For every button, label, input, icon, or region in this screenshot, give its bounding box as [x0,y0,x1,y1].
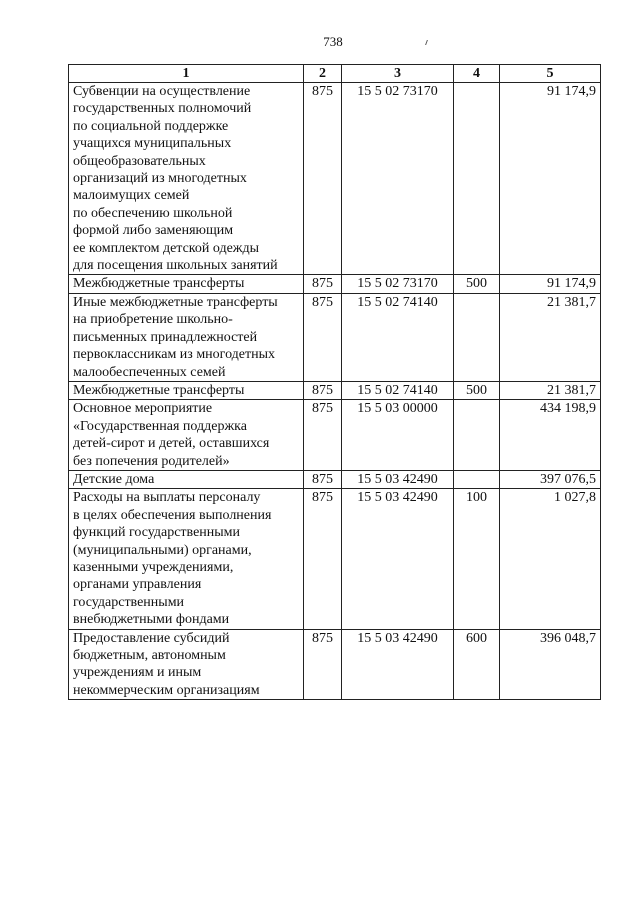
name-cell: Межбюджетные трансферты [69,381,304,399]
name-cell: Межбюджетные трансферты [69,275,304,293]
amount-cell: 91 174,9 [500,275,601,293]
amount-cell: 21 381,7 [500,381,601,399]
target-article-cell: 15 5 03 42490 [342,489,454,629]
target-article-cell: 15 5 03 00000 [342,400,454,471]
column-header-1: 1 [69,65,304,83]
budget-table [68,64,601,700]
expense-type-cell [454,470,500,488]
table-row [69,470,601,488]
name-cell: Предоставление субсидий бюджетным, автономным учреждениям и иным некоммерческим организациям [69,629,304,700]
target-article-cell: 15 5 02 73170 [342,275,454,293]
name-cell: Субвенции на осуществление государственных полномочий по социальной поддержке учащихся муниципальных общеобразовательных организаций из многодетных малоимущих семей по обеспечению школьной формой либо заменяющим ее комплектом детской одежды для посещения школьных занятий [69,83,304,275]
target-article-cell: 15 5 03 42490 [342,470,454,488]
page-number: 738 [323,34,343,49]
header-row [69,65,601,83]
table-row [69,489,601,629]
expense-type-cell [454,400,500,471]
table-row [69,629,601,700]
expense-type-cell: 500 [454,381,500,399]
code-cell: 875 [304,629,342,700]
column-header-2: 2 [304,65,342,83]
expense-type-cell: 500 [454,275,500,293]
expense-type-cell [454,293,500,381]
expense-type-cell: 600 [454,629,500,700]
name-cell: Основное мероприятие «Государственная поддержка детей-сирот и детей, оставшихся без попечения родителей» [69,400,304,471]
name-cell: Расходы на выплаты персоналу в целях обеспечения выполнения функций государственными (муниципальными) органами, казенными учреждениями, органами управления государственными внебюджетными фондами [69,489,304,629]
amount-cell: 434 198,9 [500,400,601,471]
column-header-3: 3 [342,65,454,83]
amount-cell: 396 048,7 [500,629,601,700]
code-cell: 875 [304,400,342,471]
column-header-4: 4 [454,65,500,83]
table-row [69,400,601,471]
table-row [69,381,601,399]
target-article-cell: 15 5 03 42490 [342,629,454,700]
code-cell: 875 [304,381,342,399]
target-article-cell: 15 5 02 74140 [342,381,454,399]
target-article-cell: 15 5 02 73170 [342,83,454,275]
amount-cell: 21 381,7 [500,293,601,381]
name-cell: Иные межбюджетные трансферты на приобретение школьно- письменных принадлежностей первоклассникам из многодетных малообеспеченных семей [69,293,304,381]
table-row [69,293,601,381]
code-cell: 875 [304,489,342,629]
target-article-cell: 15 5 02 74140 [342,293,454,381]
amount-cell: 1 027,8 [500,489,601,629]
code-cell: 875 [304,293,342,381]
amount-cell: 91 174,9 [500,83,601,275]
table-row [69,275,601,293]
expense-type-cell: 100 [454,489,500,629]
code-cell: 875 [304,470,342,488]
column-header-5: 5 [500,65,601,83]
expense-type-cell [454,83,500,275]
code-cell: 875 [304,275,342,293]
amount-cell: 397 076,5 [500,470,601,488]
table-row [69,83,601,275]
code-cell: 875 [304,83,342,275]
name-cell: Детские дома [69,470,304,488]
